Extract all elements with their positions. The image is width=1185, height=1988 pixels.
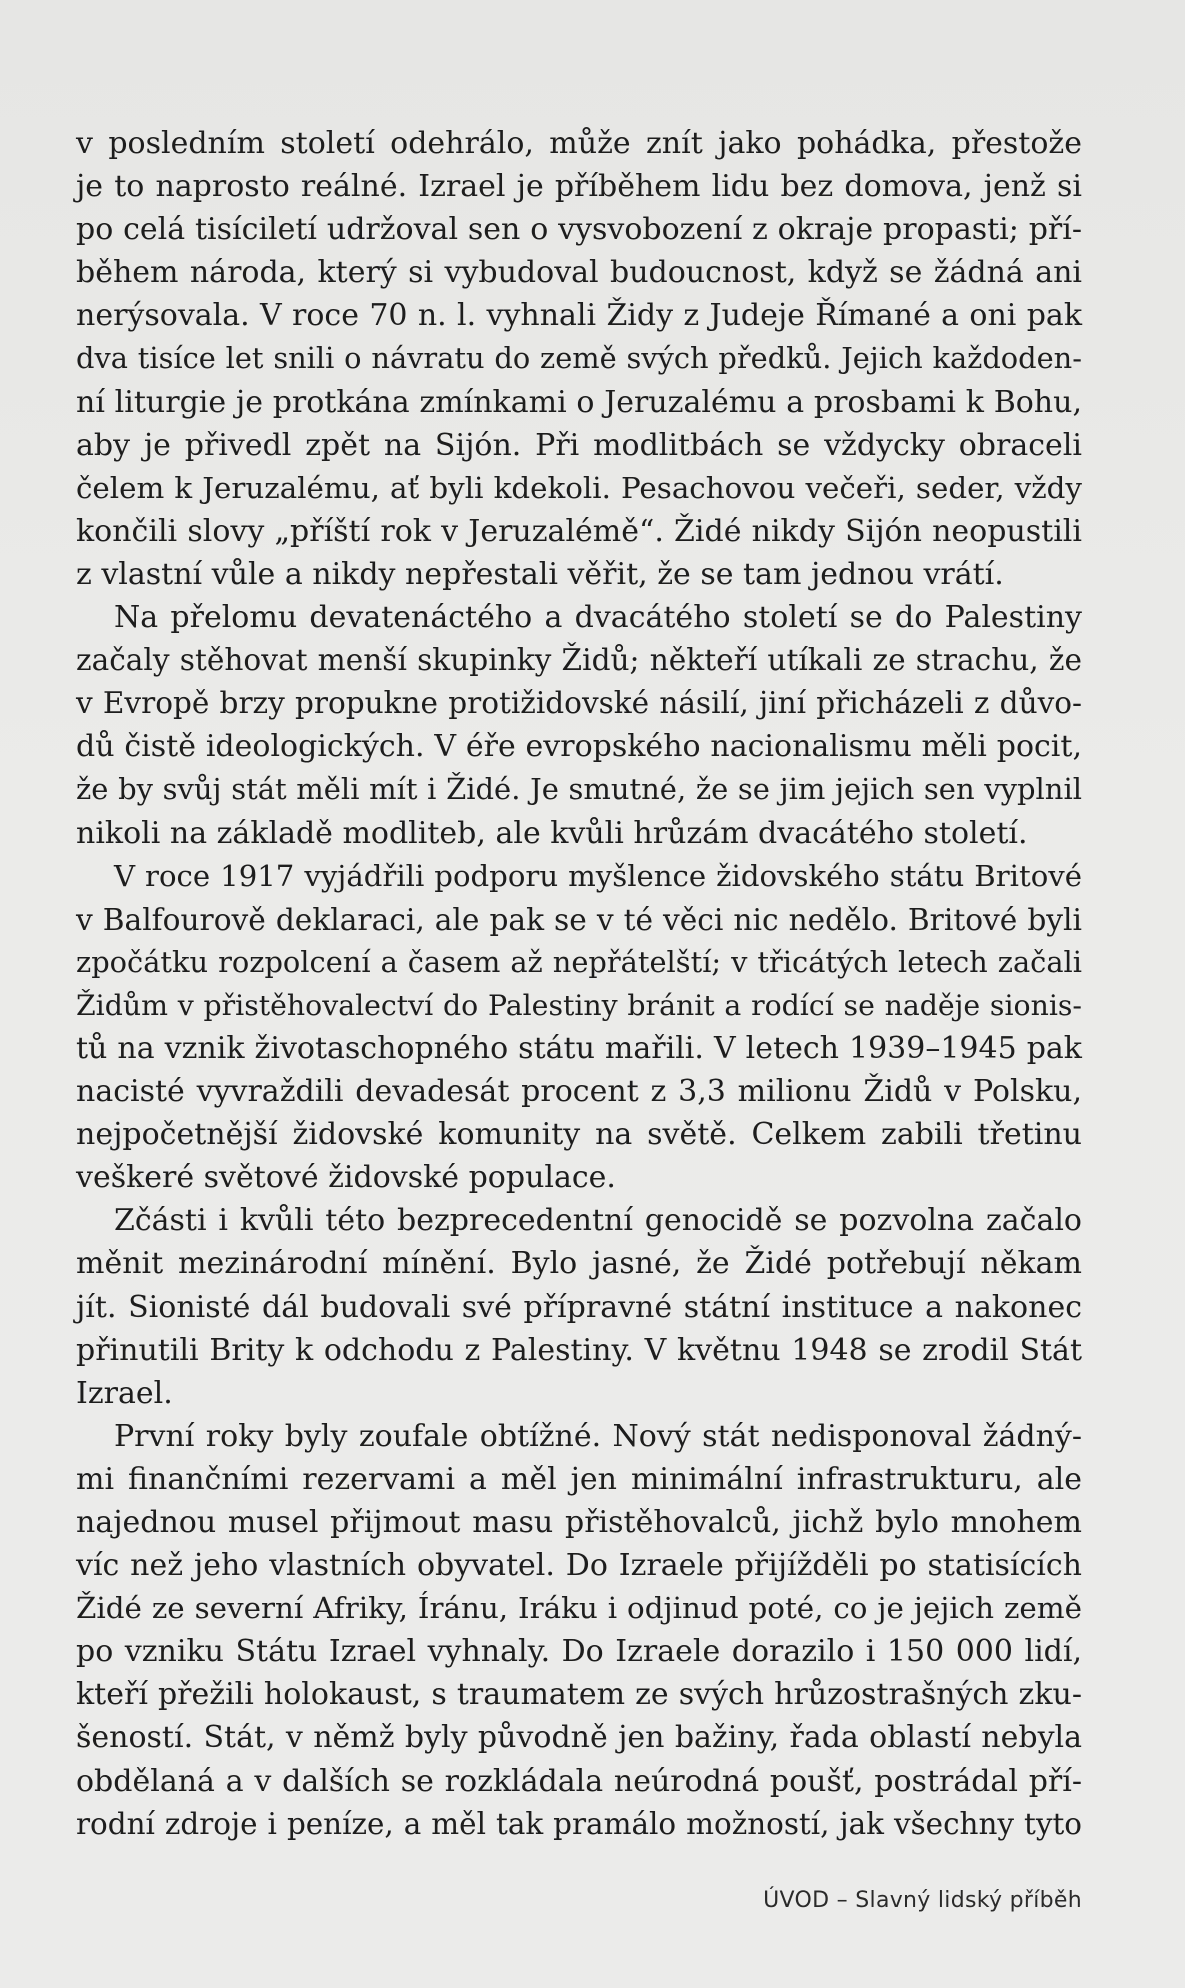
text-line: veškeré světové židovské populace. — [76, 1160, 616, 1196]
text-line: nerýsovala. V roce 70 n. l. vyhnali Židy z Judeje Římané a oni pak — [76, 298, 1082, 334]
text-line: po celá tisíciletí udržoval sen o vysvobození z okraje propasti; pří- — [76, 212, 1082, 248]
text-line: v posledním století odehrálo, může znít jako pohádka, přestože — [76, 126, 1082, 161]
text-line: šeností. Stát, v němž byly původně jen bažiny, řada oblastí nebyla — [76, 1720, 1082, 1756]
text-line: dů čistě ideologických. V éře evropského nacionalismu měli pocit, — [76, 729, 1082, 765]
text-line: po vzniku Státu Izrael vyhnaly. Do Izraele dorazilo i 150 000 lidí, — [76, 1634, 1082, 1670]
text-line: nejpočetnější židovské komunity na světě. Celkem zabili třetinu — [76, 1117, 1082, 1153]
text-line: První roky byly zoufale obtížné. Nový stát nedisponoval žádný- — [114, 1418, 1082, 1454]
text-line: v Evropě brzy propukne protižidovské násilí, jiní přicházeli z důvo- — [76, 686, 1082, 721]
text-line: aby je přivedl zpět na Sijón. Při modlitbách se vždycky obraceli — [76, 427, 1082, 463]
text-line: v Balfourově deklaraci, ale pak se v té věci nic nedělo. Britové byli — [76, 901, 1082, 937]
text-line: V roce 1917 vyjádřili podporu myšlence židovského státu Britové — [114, 858, 1082, 893]
text-line: Izrael. — [76, 1375, 173, 1411]
text-line: během národa, který si vybudoval budoucnost, když se žádná ani — [76, 255, 1082, 291]
text-line: rodní zdroje i peníze, a měl tak pramálo možností, jak všechny tyto — [76, 1806, 1082, 1841]
text-line: je to naprosto reálné. Izrael je příběhem lidu bez domova, jenž si — [76, 169, 1082, 205]
text-line: Zčásti i kvůli této bezprecedentní genocidě se pozvolna začalo — [114, 1203, 1082, 1239]
text-line: přinutili Brity k odchodu z Palestiny. V květnu 1948 se zrodil Stát — [76, 1332, 1082, 1368]
text-line: Na přelomu devatenáctého a dvacátého století se do Palestiny — [114, 600, 1082, 636]
text-line: víc než jeho vlastních obyvatel. Do Izraele přijížděli po statisících — [76, 1548, 1082, 1584]
text-line: z vlastní vůle a nikdy nepřestali věřit, že se tam jednou vrátí. — [76, 556, 1004, 592]
text-line: tů na vznik životaschopného státu mařili. V letech 1939–1945 pak — [76, 1030, 1082, 1066]
running-footer: ÚVOD – Slavný lidský příběh — [763, 1888, 1082, 1913]
text-line: dva tisíce let snili o návratu do země svých předků. Jejich každoden- — [76, 341, 1082, 376]
text-line: najednou musel přijmout masu přistěhovalců, jichž bylo mnohem — [76, 1505, 1082, 1540]
text-line: zpočátku rozpolcení a časem až nepřátelští; v třicátých letech začali — [76, 944, 1082, 979]
text-line: že by svůj stát měli mít i Židé. Je smutné, že se jim jejich sen vyplnil — [76, 772, 1082, 807]
text-line: nikoli na základě modliteb, ale kvůli hrůzám dvacátého století. — [76, 815, 1028, 851]
text-line: jít. Sionisté dál budovali své přípravné státní instituce a nakonec — [76, 1289, 1082, 1325]
text-line: ní liturgie je protkána zmínkami o Jeruzalému a prosbami k Bohu, — [76, 384, 1082, 420]
text-line: čelem k Jeruzalému, ať byli kdekoli. Pesachovou večeři, seder, vždy — [76, 470, 1082, 505]
text-line: nacisté vyvraždili devadesát procent z 3,3 milionu Židů v Polsku, — [76, 1074, 1082, 1110]
text-line: mi finančními rezervami a měl jen minimální infrastrukturu, ale — [76, 1461, 1082, 1497]
text-line: kteří přežili holokaust, s traumatem ze svých hrůzostrašných zku- — [76, 1677, 1082, 1713]
text-line: Židům v přistěhovalectví do Palestiny bránit a rodící se naděje sionis- — [76, 988, 1082, 1022]
text-line: začaly stěhovat menší skupinky Židů; někteří utíkali ze strachu, že — [76, 643, 1082, 678]
text-line: Židé ze severní Afriky, Íránu, Iráku i odjinud poté, co je jejich země — [76, 1591, 1082, 1626]
body-text — [76, 122, 1082, 1846]
text-line: obdělaná a v dalších se rozkládala neúrodná poušť, postrádal pří- — [76, 1763, 1082, 1799]
text-line: končili slovy „příští rok v Jeruzalémě“. Židé nikdy Sijón neopustili — [76, 513, 1082, 549]
text-line: měnit mezinárodní mínění. Bylo jasné, že Židé potřebují někam — [76, 1246, 1082, 1282]
